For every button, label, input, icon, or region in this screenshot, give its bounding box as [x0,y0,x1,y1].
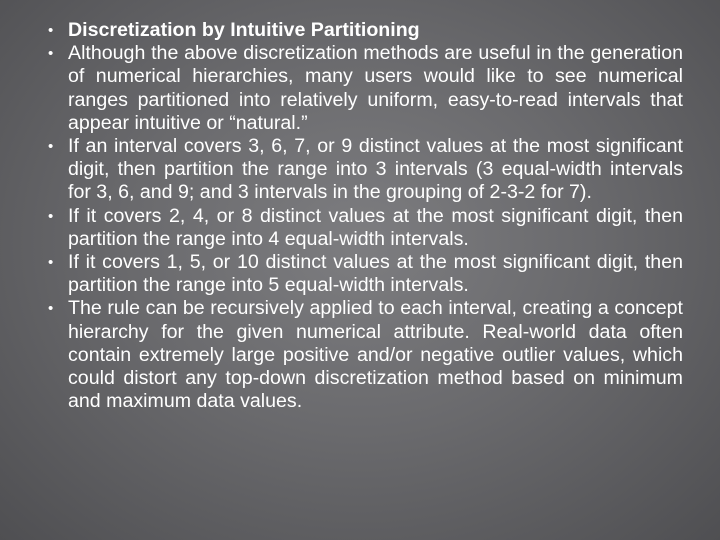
bullet-text: Although the above discretization methods are useful in the generation of numerical hierarchies, many users would like to see numerical ranges partitioned into relatively uniform, easy-to-read intervals that appear intuitive or “natural.” [68,42,683,134]
bullet-text: If it covers 1, 5, or 10 distinct values at the most significant digit, then partition the range into 5 equal-width intervals. [68,251,683,297]
bullet-text: If it covers 2, 4, or 8 distinct values at the most significant digit, then partition the range into 4 equal-width intervals. [68,204,683,250]
bullet-list [48,19,683,413]
bullet-item-rule-5-intervals [48,251,683,297]
bullet-dot-icon: • [48,300,54,318]
bullet-item-recursive-rule [48,297,683,413]
bullet-item-rule-4-intervals [48,205,683,251]
bullet-text: The rule can be recursively applied to each interval, creating a concept hierarchy for the given numerical attribute. Real-world data often contain extremely large positive and/or negative outlier values, which could distort any top-down discretization method based on minimum and maximum data values. [68,297,683,413]
bullet-item-rule-3-intervals [48,135,683,205]
bullet-dot-icon: • [48,22,54,39]
bullet-text: If an interval covers 3, 6, 7, or 9 distinct values at the most significant digit, then partition the range into 3 intervals (3 equal-width intervals for 3, 6, and 9; and 3 intervals in the grouping of 2-3-2 for 7). [68,135,683,204]
bullet-dot-icon: • [48,45,54,63]
bullet-item-title [48,19,683,42]
bullet-text: Discretization by Intuitive Partitioning [68,19,420,41]
bullet-item-motivation [48,42,683,135]
bullet-dot-icon: • [48,138,54,156]
bullet-dot-icon: • [48,254,54,272]
bullet-dot-icon: • [48,207,54,225]
